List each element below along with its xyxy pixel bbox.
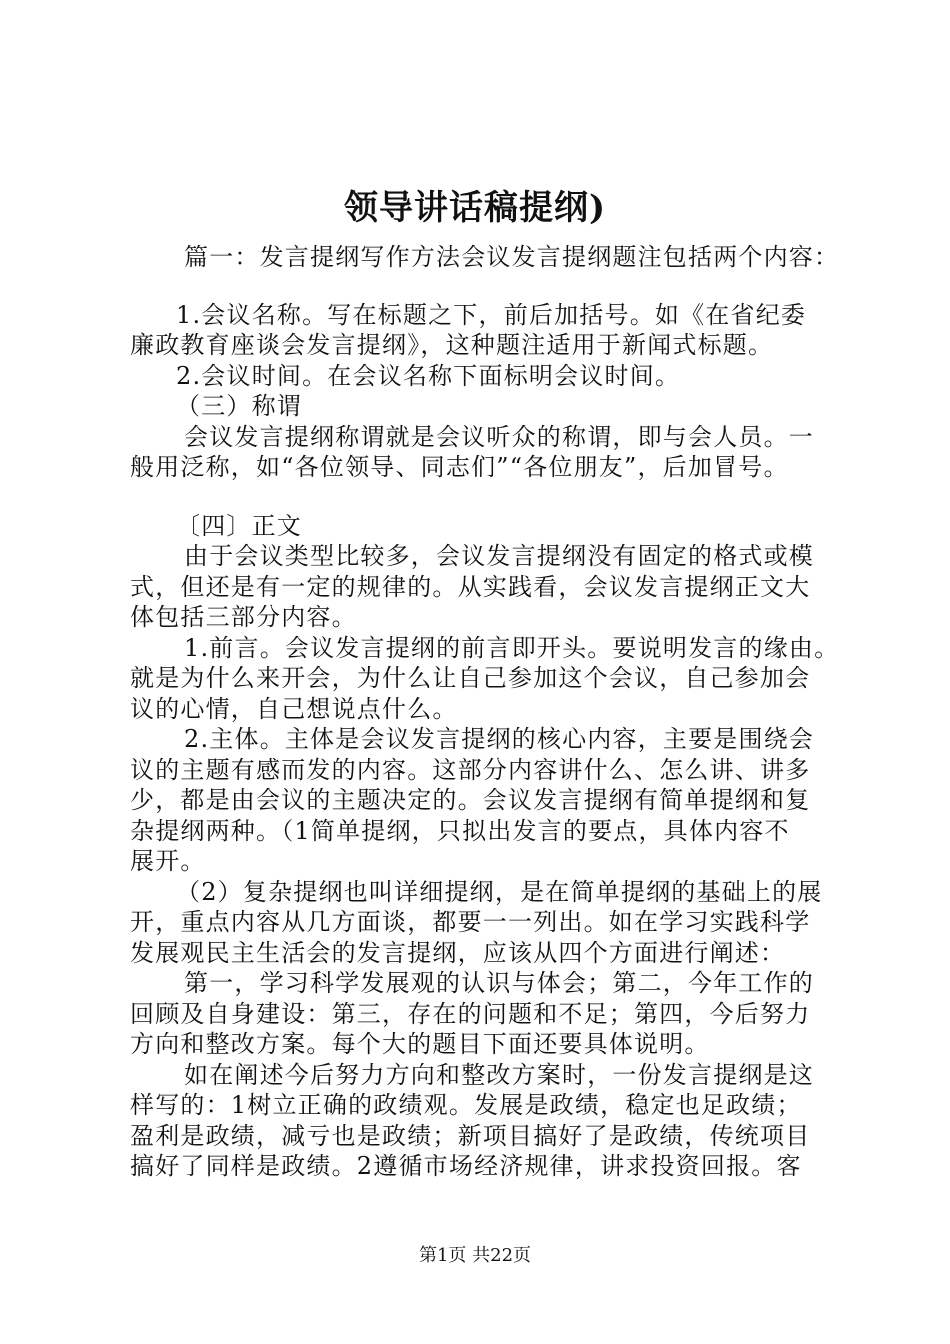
text-line: 2.会议时间。在会议名称下面标明会议时间。 bbox=[176, 362, 681, 390]
text-line: 般用泛称，如“各位领导、同志们”“各位朋友”，后加冒号。 bbox=[130, 453, 789, 481]
text-line: （2）复杂提纲也叫详细提纲，是在简单提纲的基础上的展 bbox=[176, 878, 823, 906]
text-line: 盈利是政绩，减亏也是政绩；新项目搞好了是政绩，传统项目 bbox=[130, 1122, 811, 1150]
text-line: 议的主题有感而发的内容。这部分内容讲什么、怎么讲、讲多 bbox=[130, 756, 811, 784]
text-line: 搞好了同样是政绩。2遵循市场经济规律，讲求投资回报。客 bbox=[130, 1152, 802, 1180]
text-line: 少，都是由会议的主题决定的。会议发言提纲有简单提纲和复 bbox=[130, 786, 811, 814]
text-line: 议的心情，自己想说点什么。 bbox=[130, 695, 458, 723]
text-line: 2.主体。主体是会议发言提纲的核心内容，主要是围绕会 bbox=[184, 725, 815, 753]
text-line: 方向和整改方案。每个大的题目下面还要具体说明。 bbox=[130, 1030, 710, 1058]
text-line: 样写的：1树立正确的政绩观。发展是政绩，稳定也足政绩； bbox=[130, 1091, 802, 1119]
document-title: 领导讲话稿提纲) bbox=[343, 188, 607, 228]
text-line: 回顾及自身建设：第三，存在的问题和不足；第四，今后努力 bbox=[130, 1000, 811, 1028]
text-line: 发展观民主生活会的发言提纲，应该从四个方面进行阐述： bbox=[130, 939, 786, 967]
text-line: 由于会议类型比较多，会议发言提纲没有固定的格式或模 bbox=[184, 542, 814, 570]
text-line: 式，但还是有一定的规律的。从实践看，会议发言提纲正文大 bbox=[130, 573, 811, 601]
text-line: 〔四〕正文 bbox=[176, 512, 302, 540]
text-line: 1.前言。会议发言提纲的前言即开头。要说明发言的缘由。 bbox=[184, 634, 840, 662]
text-line: 展开。 bbox=[130, 847, 206, 875]
text-line: 廉政教育座谈会发言提纲》，这种题注适用于新闻式标题。 bbox=[130, 331, 774, 359]
text-line: 1.会议名称。写在标题之下，前后加括号。如《在省纪委 bbox=[176, 301, 807, 329]
page-footer: 第1页 共22页 bbox=[418, 1245, 532, 1266]
text-line: 篇一：发言提纲写作方法会议发言提纲题注包括两个内容： bbox=[184, 243, 840, 271]
text-line: 体包括三部分内容。 bbox=[130, 603, 357, 631]
text-line: 开，重点内容从几方面谈，都要一一列出。如在学习实践科学 bbox=[130, 908, 811, 936]
text-line: 如在阐述今后努力方向和整改方案时，一份发言提纲是这 bbox=[184, 1061, 814, 1089]
text-line: 就是为什么来开会，为什么让自己参加这个会议，自己参加会 bbox=[130, 664, 811, 692]
text-line: 第一，学习科学发展观的认识与体会；第二，今年工作的 bbox=[184, 969, 814, 997]
text-line: 会议发言提纲称谓就是会议听众的称谓，即与会人员。一 bbox=[184, 423, 814, 451]
text-line: 杂提纲两种。（1简单提纲，只拟出发言的要点，具体内容不 bbox=[130, 817, 790, 845]
text-line: （三）称谓 bbox=[176, 392, 302, 420]
